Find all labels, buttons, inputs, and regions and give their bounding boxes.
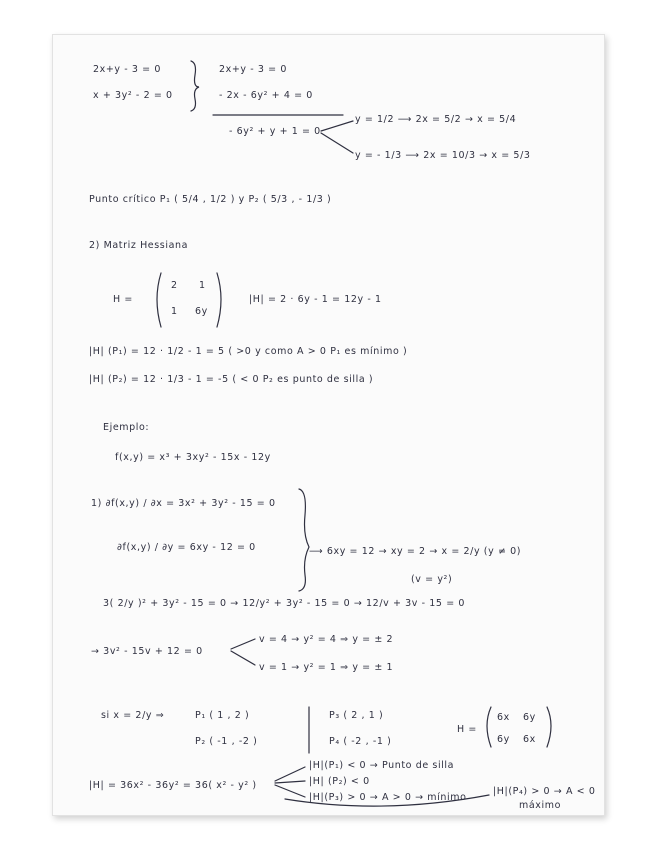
hessian2-left-paren [487, 707, 491, 747]
derivatives-brace [299, 489, 309, 591]
eq-system-line-4: - 2x - 6y² + 4 = 0 [219, 90, 313, 101]
point-p4: P₄ ( -2 , -1 ) [329, 736, 392, 747]
substitution-line: 3( 2/y )² + 3y² - 15 = 0 → 12/y² + 3y² - 15 = 0 → 12/v + 3v - 15 = 0 [103, 598, 466, 609]
example-function: f(x,y) = x³ + 3xy² - 15x - 12y [115, 452, 271, 463]
classification-p2: |H| (P₂) < 0 [309, 776, 370, 787]
arrow-class-2 [275, 781, 305, 783]
hessian-right-paren [217, 273, 221, 327]
root-2-line: y = - 1/3 ⟶ 2x = 10/3 → x = 5/3 [355, 150, 531, 161]
hessian2-cell-12: 6y [523, 712, 536, 723]
example-heading: Ejemplo: [103, 422, 150, 433]
v-root-1: v = 1 → y² = 1 ⇒ y = ± 1 [259, 662, 394, 673]
hessian-label: H = [113, 294, 133, 305]
hessian2-cell-22: 6x [523, 734, 536, 745]
classification-p1: |H|(P₁) < 0 → Punto de silla [309, 760, 455, 771]
eq-quadratic: - 6y² + y + 1 = 0 [229, 126, 321, 137]
hessian2-label: H = [457, 724, 477, 735]
arrow-class-3 [275, 785, 305, 797]
substitution-note: (v = y²) [411, 574, 453, 585]
hessian-cell-11: 2 [171, 280, 178, 291]
hessian-at-p2: |H| (P₂) = 12 · 1/3 - 1 = -5 ( < 0 P₂ es punto de silla ) [89, 374, 374, 385]
arrow-v4 [231, 639, 255, 649]
notebook-page [52, 34, 605, 816]
hessian-heading: 2) Matriz Hessiana [89, 240, 189, 251]
partial-y-solution: ⟶ 6xy = 12 → xy = 2 → x = 2/y (y ≠ 0) [309, 546, 522, 557]
partial-y: ∂f(x,y) / ∂y = 6xy - 12 = 0 [117, 542, 256, 553]
quadratic-in-v: → 3v² - 15v + 12 = 0 [91, 646, 203, 657]
hessian-cell-22: 6y [195, 306, 208, 317]
hessian2-cell-21: 6y [497, 734, 510, 745]
hessian-determinant: |H| = 2 · 6y - 1 = 12y - 1 [249, 294, 382, 305]
classification-p4-max: máximo [519, 800, 562, 811]
root-1-line: y = 1/2 ⟶ 2x = 5/2 → x = 5/4 [355, 114, 517, 125]
classification-p4: |H|(P₄) > 0 → A < 0 [493, 786, 596, 797]
hessian-at-p1: |H| (P₁) = 12 · 1/2 - 1 = 5 ( >0 y como A > 0 P₁ es mínimo ) [89, 346, 408, 357]
arrow-root-2 [321, 133, 353, 153]
hessian2-right-paren [547, 707, 551, 747]
arrow-v1 [231, 651, 255, 665]
system-brace [191, 61, 199, 111]
points-intro: si x = 2/y ⇒ [101, 710, 165, 721]
point-p3: P₃ ( 2 , 1 ) [329, 710, 384, 721]
hessian2-determinant: |H| = 36x² - 36y² = 36( x² - y² ) [89, 780, 257, 791]
hessian-cell-21: 1 [171, 306, 178, 317]
arrow-root-1 [321, 121, 353, 131]
hessian-left-paren [157, 273, 161, 327]
eq-system-line-2: x + 3y² - 2 = 0 [93, 90, 173, 101]
classification-p3: |H|(P₃) > 0 → A > 0 → mínimo [309, 792, 467, 803]
eq-system-line-1: 2x+y - 3 = 0 [93, 64, 162, 75]
point-p1: P₁ ( 1 , 2 ) [195, 710, 250, 721]
point-p2: P₂ ( -1 , -2 ) [195, 736, 258, 747]
eq-system-line-3: 2x+y - 3 = 0 [219, 64, 288, 75]
partial-x: 1) ∂f(x,y) / ∂x = 3x² + 3y² - 15 = 0 [91, 498, 276, 509]
hessian-cell-12: 1 [199, 280, 206, 291]
arrow-class-1 [275, 767, 305, 781]
hessian2-cell-11: 6x [497, 712, 510, 723]
critical-points: Punto crítico P₁ ( 5/4 , 1/2 ) y P₂ ( 5/3 , - 1/3 ) [89, 194, 332, 205]
v-root-4: v = 4 → y² = 4 ⇒ y = ± 2 [259, 634, 394, 645]
